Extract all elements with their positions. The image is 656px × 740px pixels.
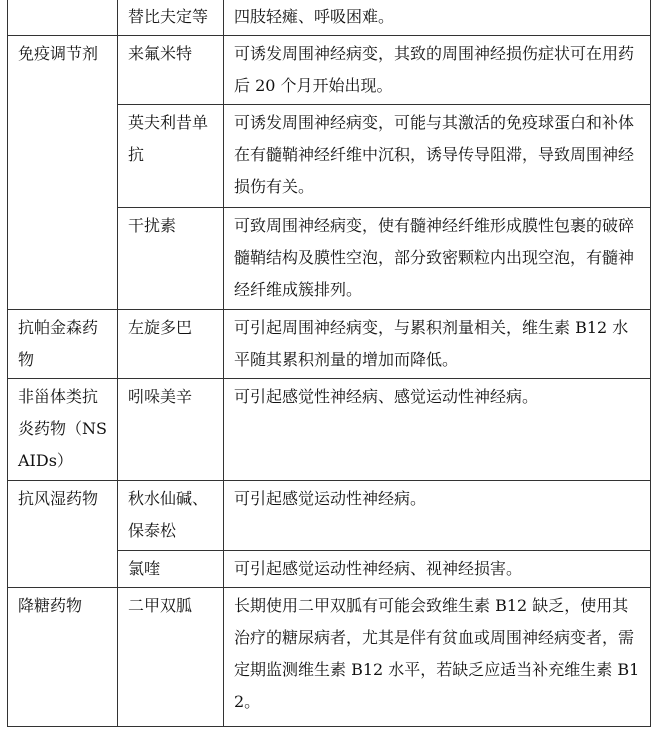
effect-cell: 四肢轻瘫、呼吸困难。 [224, 0, 651, 36]
category-cell: 降糖药物 [8, 588, 118, 727]
effect-cell: 可诱发周围神经病变，可能与其激活的免疫球蛋白和补体在有髓鞘神经纤维中沉积，诱导传导阻滞，导致周围神经损伤有关。 [224, 105, 651, 208]
category-cell: 免疫调节剂 [8, 36, 118, 310]
effect-cell: 可引起感觉运动性神经病、视神经损害。 [224, 551, 651, 588]
category-cell: 抗风湿药物 [8, 481, 118, 588]
drug-name-cell: 二甲双胍 [118, 588, 224, 727]
effect-cell: 可引起感觉性神经病、感觉运动性神经病。 [224, 379, 651, 481]
drug-name-cell: 左旋多巴 [118, 310, 224, 379]
effect-cell: 可诱发周围神经病变，其致的周围神经损伤症状可在用药后 20 个月开始出现。 [224, 36, 651, 105]
category-cell [8, 0, 118, 36]
table-row [8, 36, 651, 105]
drug-name-cell: 吲哚美辛 [118, 379, 224, 481]
drug-name-cell: 英夫利昔单抗 [118, 105, 224, 208]
effect-cell: 可引起周围神经病变，与累积剂量相关，维生素 B12 水平随其累积剂量的增加而降低。 [224, 310, 651, 379]
table-row [8, 0, 651, 36]
drug-name-cell: 干扰素 [118, 208, 224, 310]
drug-name-cell: 秋水仙碱、保泰松 [118, 481, 224, 551]
category-cell: 非甾体类抗炎药物（NSAIDs） [8, 379, 118, 481]
effect-cell: 可致周围神经病变，使有髓神经纤维形成膜性包裹的破碎髓鞘结构及膜性空泡，部分致密颗粒内出现空泡，有髓神经纤维成簇排列。 [224, 208, 651, 310]
category-cell: 抗帕金森药物 [8, 310, 118, 379]
drug-name-cell: 氯喹 [118, 551, 224, 588]
table-row [8, 481, 651, 551]
table-row [8, 310, 651, 379]
drug-neuropathy-table [7, 0, 651, 727]
effect-cell: 长期使用二甲双胍有可能会致维生素 B12 缺乏，使用其治疗的糖尿病者，尤其是伴有贫血或周围神经病变者，需定期监测维生素 B12 水平，若缺乏应适当补充维生素 B12。 [224, 588, 651, 727]
drug-name-cell: 替比夫定等 [118, 0, 224, 36]
table-row [8, 379, 651, 481]
effect-cell: 可引起感觉运动性神经病。 [224, 481, 651, 551]
drug-name-cell: 来氟米特 [118, 36, 224, 105]
table-row [8, 588, 651, 727]
